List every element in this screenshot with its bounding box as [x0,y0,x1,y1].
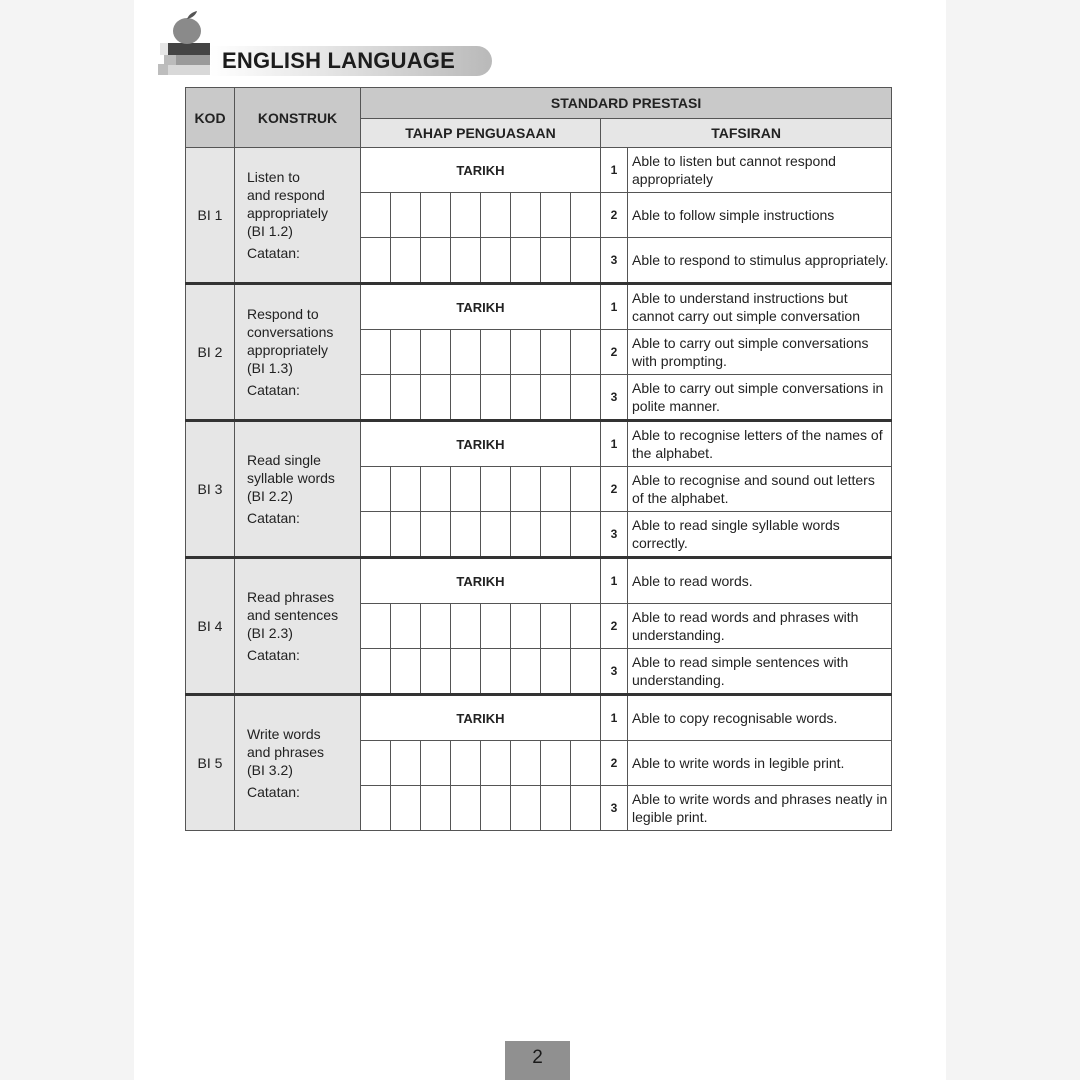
tafsiran-cell: Able to understand instructions but cannot carry out simple conversation [628,284,892,330]
konstruk-cell [235,558,361,695]
date-entry-cell[interactable] [541,786,571,831]
konstruk-line: appropriately [247,342,328,358]
tafsiran-cell: Able to copy recognisable words. [628,695,892,741]
date-entry-cell[interactable] [511,512,541,558]
date-entry-cell[interactable] [481,193,511,238]
tafsiran-cell: Able to carry out simple conversations in polite manner. [628,375,892,421]
level-number: 3 [601,786,628,831]
date-entry-cell[interactable] [451,741,481,786]
konstruk-line: (BI 1.3) [247,360,293,376]
date-entry-cell[interactable] [421,467,451,512]
date-entry-cell[interactable] [541,741,571,786]
level-number: 2 [601,467,628,512]
level-number: 1 [601,148,628,193]
date-entry-cell[interactable] [571,330,601,375]
date-entry-cell[interactable] [481,375,511,421]
tafsiran-cell: Able to recognise letters of the names of the alphabet. [628,421,892,467]
tarikh-header-cell: TARIKH [361,695,601,741]
header-kod: KOD [186,88,235,148]
catatan-label: Catatan: [247,784,300,800]
date-entry-cell[interactable] [541,649,571,695]
date-entry-cell[interactable] [391,786,421,831]
kod-cell: BI 5 [186,695,235,831]
date-entry-cell[interactable] [511,330,541,375]
date-entry-cell[interactable] [421,238,451,284]
date-entry-cell[interactable] [361,649,391,695]
catatan-label: Catatan: [247,647,300,663]
level-number: 2 [601,741,628,786]
tafsiran-cell: Able to recognise and sound out letters of the alphabet. [628,467,892,512]
date-entry-cell[interactable] [541,512,571,558]
date-entry-cell[interactable] [571,467,601,512]
date-entry-cell[interactable] [451,330,481,375]
konstruk-line: and phrases [247,744,325,760]
date-entry-cell[interactable] [571,512,601,558]
date-entry-cell[interactable] [541,193,571,238]
date-entry-cell[interactable] [571,786,601,831]
date-entry-cell[interactable] [541,604,571,649]
tarikh-header-cell: TARIKH [361,148,601,193]
date-entry-cell[interactable] [571,649,601,695]
level-number: 3 [601,375,628,421]
level-number: 2 [601,193,628,238]
date-entry-cell[interactable] [421,741,451,786]
page-title: ENGLISH LANGUAGE [222,48,455,73]
date-entry-cell[interactable] [391,193,421,238]
date-entry-cell[interactable] [481,512,511,558]
date-entry-cell[interactable] [421,649,451,695]
table-row [186,284,892,330]
konstruk-line: Write words [247,726,321,742]
tafsiran-cell: Able to listen but cannot respond appropriately [628,148,892,193]
konstruk-line: and respond [247,187,325,203]
page-number: 2 [505,1041,570,1080]
konstruk-line: Read phrases [247,589,335,605]
tarikh-header-cell: TARIKH [361,284,601,330]
level-number: 3 [601,238,628,284]
level-number: 1 [601,695,628,741]
level-number: 1 [601,558,628,604]
tafsiran-cell: Able to write words and phrases neatly in legible print. [628,786,892,831]
kod-cell: BI 3 [186,421,235,558]
date-entry-cell[interactable] [361,193,391,238]
date-entry-cell[interactable] [571,193,601,238]
konstruk-cell [235,421,361,558]
table-row [186,695,892,741]
date-entry-cell[interactable] [451,238,481,284]
date-entry-cell[interactable] [451,786,481,831]
header-konstruk: KONSTRUK [235,88,361,148]
date-entry-cell[interactable] [481,238,511,284]
tarikh-header-cell: TARIKH [361,421,601,467]
date-entry-cell[interactable] [421,512,451,558]
date-entry-cell[interactable] [391,375,421,421]
konstruk-line: Listen to [247,169,300,185]
date-entry-cell[interactable] [451,649,481,695]
date-entry-cell[interactable] [481,604,511,649]
tafsiran-cell: Able to carry out simple conversations with prompting. [628,330,892,375]
date-entry-cell[interactable] [541,238,571,284]
date-entry-cell[interactable] [451,193,481,238]
date-entry-cell[interactable] [421,330,451,375]
date-entry-cell[interactable] [541,467,571,512]
catatan-label: Catatan: [247,245,300,261]
date-entry-cell[interactable] [541,330,571,375]
date-entry-cell[interactable] [451,604,481,649]
date-entry-cell[interactable] [451,512,481,558]
konstruk-line: Read single [247,452,321,468]
konstruk-cell [235,284,361,421]
catatan-label: Catatan: [247,382,300,398]
level-number: 3 [601,649,628,695]
date-entry-cell[interactable] [511,604,541,649]
tafsiran-cell: Able to read words and phrases with understanding. [628,604,892,649]
date-entry-cell[interactable] [511,741,541,786]
table-row [186,148,892,193]
date-entry-cell[interactable] [481,786,511,831]
date-entry-cell[interactable] [571,604,601,649]
konstruk-line: Respond to [247,306,319,322]
assessment-table [185,87,892,831]
date-entry-cell[interactable] [481,649,511,695]
date-entry-cell[interactable] [391,649,421,695]
tafsiran-cell: Able to read words. [628,558,892,604]
apple-on-books-icon [156,10,216,78]
date-entry-cell[interactable] [361,604,391,649]
konstruk-line: syllable words [247,470,335,486]
date-entry-cell[interactable] [511,193,541,238]
kod-cell: BI 1 [186,148,235,284]
date-entry-cell[interactable] [511,649,541,695]
date-entry-cell[interactable] [481,741,511,786]
date-entry-cell[interactable] [541,375,571,421]
konstruk-cell [235,148,361,284]
tafsiran-cell: Able to write words in legible print. [628,741,892,786]
header-standard-prestasi: STANDARD PRESTASI [361,88,892,119]
kod-cell: BI 4 [186,558,235,695]
tarikh-header-cell: TARIKH [361,558,601,604]
date-entry-cell[interactable] [361,786,391,831]
konstruk-line: and sentences [247,607,339,623]
date-entry-cell[interactable] [421,193,451,238]
date-entry-cell[interactable] [511,786,541,831]
tafsiran-cell: Able to read single syllable words correctly. [628,512,892,558]
konstruk-line: (BI 3.2) [247,762,293,778]
date-entry-cell[interactable] [421,604,451,649]
date-entry-cell[interactable] [481,330,511,375]
date-entry-cell[interactable] [361,375,391,421]
date-entry-cell[interactable] [361,467,391,512]
level-number: 1 [601,421,628,467]
date-entry-cell[interactable] [361,238,391,284]
table-row [186,558,892,604]
date-entry-cell[interactable] [481,467,511,512]
tafsiran-cell: Able to respond to stimulus appropriately. [628,238,892,284]
date-entry-cell[interactable] [451,467,481,512]
konstruk-line: conversations [247,324,334,340]
date-entry-cell[interactable] [511,467,541,512]
konstruk-line: (BI 2.3) [247,625,293,641]
header-tahap-penguasaan: TAHAP PENGUASAAN [361,119,601,148]
konstruk-line: (BI 1.2) [247,223,293,239]
level-number: 2 [601,604,628,649]
konstruk-line: appropriately [247,205,328,221]
date-entry-cell[interactable] [391,741,421,786]
date-entry-cell[interactable] [391,512,421,558]
date-entry-cell[interactable] [511,238,541,284]
tafsiran-cell: Able to follow simple instructions [628,193,892,238]
date-entry-cell[interactable] [361,512,391,558]
date-entry-cell[interactable] [391,238,421,284]
date-entry-cell[interactable] [391,604,421,649]
level-number: 2 [601,330,628,375]
date-entry-cell[interactable] [421,786,451,831]
date-entry-cell[interactable] [571,238,601,284]
date-entry-cell[interactable] [391,467,421,512]
date-entry-cell[interactable] [391,330,421,375]
level-number: 3 [601,512,628,558]
date-entry-cell[interactable] [571,375,601,421]
tafsiran-cell: Able to read simple sentences with understanding. [628,649,892,695]
date-entry-cell[interactable] [361,741,391,786]
header-tafsiran: TAFSIRAN [601,119,892,148]
level-number: 1 [601,284,628,330]
date-entry-cell[interactable] [361,330,391,375]
table-row [186,421,892,467]
date-entry-cell[interactable] [451,375,481,421]
date-entry-cell[interactable] [511,375,541,421]
konstruk-cell [235,695,361,831]
date-entry-cell[interactable] [421,375,451,421]
kod-cell: BI 2 [186,284,235,421]
konstruk-line: (BI 2.2) [247,488,293,504]
page-header [156,10,496,80]
catatan-label: Catatan: [247,510,300,526]
date-entry-cell[interactable] [571,741,601,786]
